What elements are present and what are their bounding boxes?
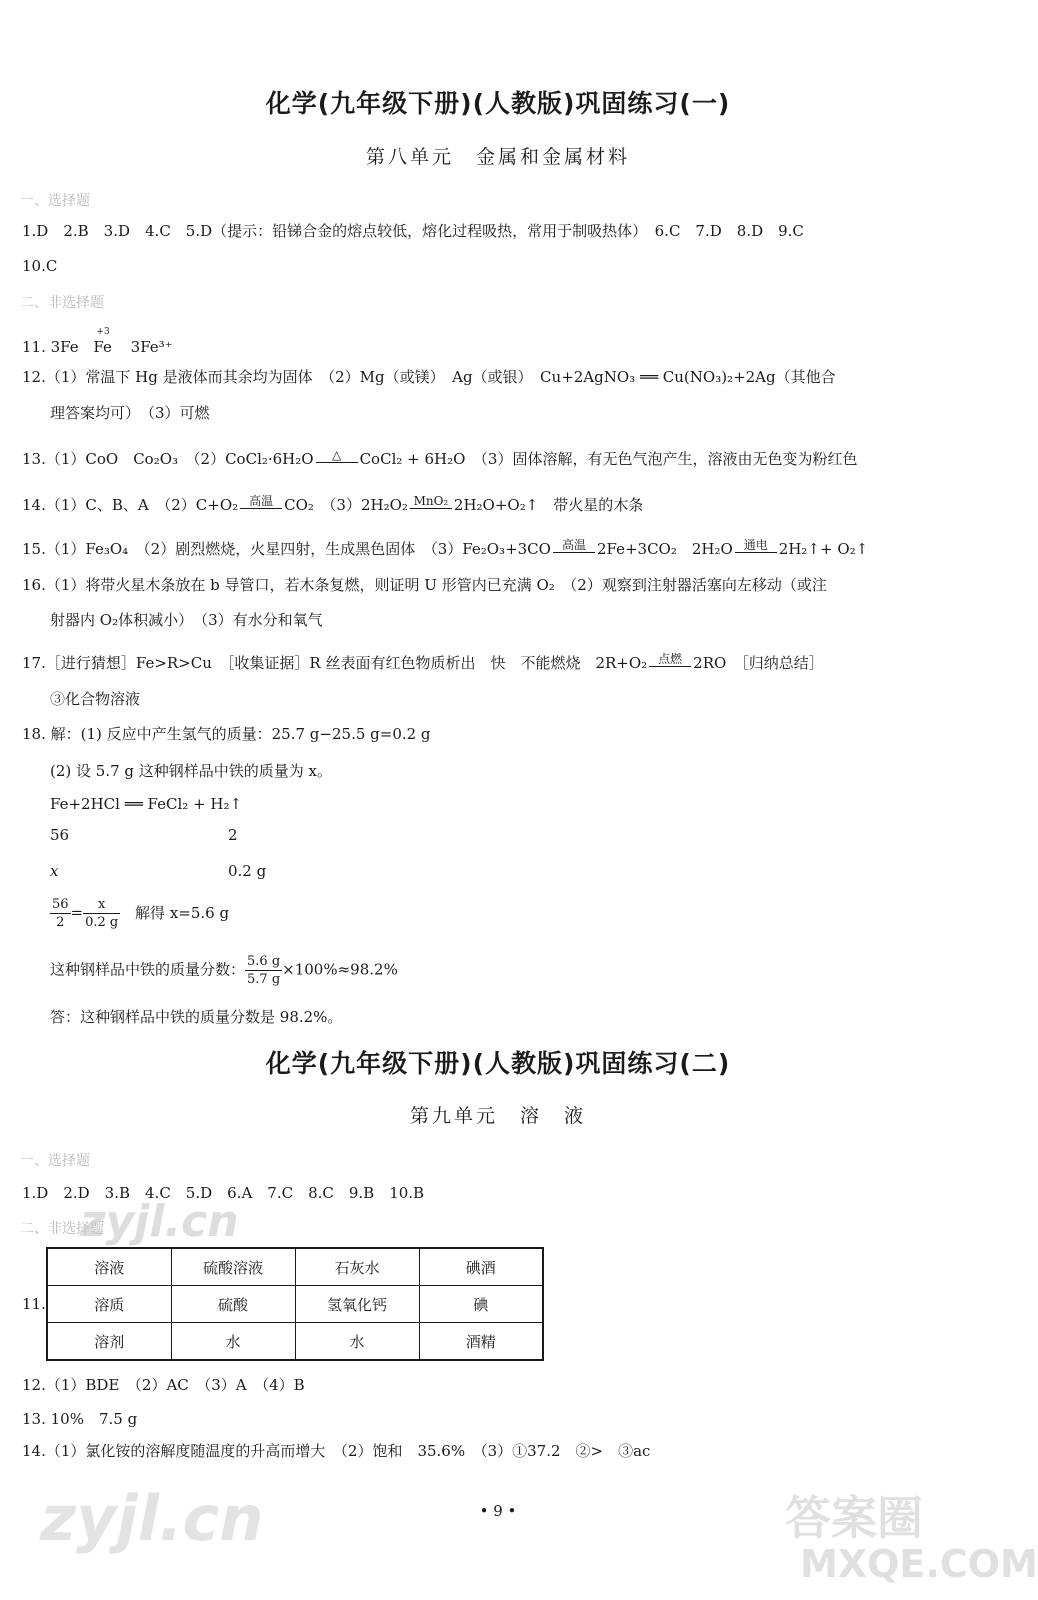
watermark-zyjl-top: zyjl.cn — [80, 1196, 239, 1247]
table-cell: 溶液 — [47, 1248, 171, 1286]
choice-answers-1b: 10.C — [22, 257, 58, 275]
fraction-denominator: 5.7 g — [247, 972, 281, 987]
answer-18-percentage-label: 这种钢样品中铁的质量分数： — [50, 960, 246, 979]
reaction-condition — [553, 539, 595, 559]
answer-11-valence-mark: +3 — [96, 327, 110, 337]
watermark-mxqe: MXQE.COM — [800, 1542, 1038, 1586]
answer-18-x: x — [50, 862, 59, 880]
fraction — [245, 953, 282, 988]
answer-15 — [22, 538, 868, 559]
section-choice-1: 一、选择题 — [20, 193, 90, 209]
table-cell: 水 — [171, 1323, 295, 1361]
answer-16b: 射器内 O₂体积减小） （3）有水分和氧气 — [50, 611, 323, 629]
answer-16: 16.（1）将带火星木条放在 b 导管口，若木条复燃，则证明 U 形管内已充满 O₂ （2）观察到注射器活塞向左移动（或注 — [22, 576, 827, 594]
answer-11-label: 11. — [22, 1295, 46, 1313]
choice-answers-1: 1.D 2.B 3.D 4.C 5.D（提示：铅锑合金的熔点较低，熔化过程吸热，常用于制吸热体） 6.C 7.D 8.D 9.C — [22, 222, 804, 240]
table-row — [47, 1286, 543, 1323]
answer-14-part-c: 2H₂O+O₂↑ 带火星的木条 — [453, 496, 644, 514]
reaction-condition — [316, 449, 358, 469]
section-choice-2: 一、选择题 — [20, 1153, 90, 1169]
table-cell: 石灰水 — [295, 1248, 419, 1286]
fraction-numerator: x — [83, 896, 120, 914]
table-cell: 氢氧化钙 — [295, 1286, 419, 1323]
page-title-1: 化学(九年级下册)(人教版)巩固练习(一) — [265, 89, 731, 118]
table-cell: 碘 — [419, 1286, 543, 1323]
table-row — [47, 1248, 543, 1286]
answer-12: 12.（1）常温下 Hg 是液体而其余均为固体 （2）Mg（或镁） Ag（或银） Cu+2AgNO₃ ══ Cu(NO₃)₂+2Ag（其他合 — [22, 368, 836, 386]
reaction-condition — [649, 653, 691, 673]
answer-11-atoms: 11. 3Fe — [22, 338, 79, 356]
table-cell: 硫酸 — [171, 1286, 295, 1323]
answer-17b: ③化合物溶液 — [50, 690, 141, 708]
condition-text: MnO₂ — [413, 494, 449, 508]
reaction-condition — [410, 495, 452, 515]
answer-18-step1: 18. 解：(1) 反应中产生氢气的质量：25.7 g−25.5 g=0.2 g — [22, 725, 431, 743]
answer-13-part-b: CoCl₂ + 6H₂O （3）固体溶解，有无色气泡产生，溶液由无色变为粉红色 — [359, 450, 858, 468]
answer-14-2: 14.（1）氯化铵的溶解度随温度的升高而增大 （2）饱和 35.6% （3）①37.2 ②> ③ac — [22, 1442, 651, 1460]
condition-text: 点燃 — [658, 652, 683, 666]
fraction-denominator: 2 — [56, 915, 65, 930]
answer-13 — [22, 448, 857, 469]
answer-17-part-b: 2RO ［归纳总结］ — [693, 654, 824, 672]
answer-14 — [22, 494, 643, 515]
fraction — [83, 896, 120, 931]
answer-18-fe-mass: 56 — [50, 826, 70, 844]
answer-18-equation: Fe+2HCl ══ FeCl₂ + H₂↑ — [50, 795, 243, 813]
unit-title-1: 第八单元 金属和金属材料 — [365, 146, 630, 168]
solution-table — [46, 1247, 544, 1361]
page-number: • 9 • — [479, 1502, 517, 1520]
answer-14-part-a: 14.（1）C、B、A （2）C+O₂ — [22, 496, 239, 514]
answer-11-valence — [93, 327, 112, 356]
table-cell: 碘酒 — [419, 1248, 543, 1286]
answer-17-part-a: 17.［进行猜想］Fe>R>Cu ［收集证据］R 丝表面有红色物质析出 快 不能燃烧 2R+O₂ — [22, 654, 648, 672]
answer-18-percentage-result: ×100%≈98.2% — [282, 960, 398, 979]
answer-18-percentage — [50, 953, 398, 988]
section-nonchoice-2: 二、非选择题 — [20, 1221, 104, 1237]
answer-18-h2-mass: 2 — [228, 826, 238, 844]
answer-12b: 理答案均可） （3）可燃 — [50, 404, 210, 422]
answer-18-h2-value: 0.2 g — [228, 862, 267, 880]
table-cell: 溶剂 — [47, 1323, 171, 1361]
table-cell: 硫酸溶液 — [171, 1248, 295, 1286]
table-cell: 溶质 — [47, 1286, 171, 1323]
answer-14-part-b: CO₂ （3）2H₂O₂ — [284, 496, 408, 514]
page-title-2: 化学(九年级下册)(人教版)巩固练习(二) — [265, 1049, 731, 1078]
answer-13-part-a: 13.（1）CoO Co₂O₃ （2）CoCl₂·6H₂O — [22, 450, 314, 468]
answer-15-part-c: 2H₂↑+ O₂↑ — [778, 540, 869, 558]
answer-13-2: 13. 10% 7.5 g — [22, 1410, 138, 1428]
answer-11-ion: 3Fe³⁺ — [130, 338, 173, 356]
condition-text: 通电 — [743, 538, 768, 552]
answer-18-solve: 解得 x=5.6 g — [135, 903, 230, 922]
reaction-condition — [240, 495, 282, 515]
section-nonchoice-1: 二、非选择题 — [20, 295, 104, 311]
table-row — [47, 1323, 543, 1361]
fraction-numerator: 56 — [52, 897, 69, 912]
answer-11 — [22, 327, 173, 356]
condition-text: 高温 — [561, 538, 586, 552]
choice-answers-2: 1.D 2.D 3.B 4.C 5.D 6.A 7.C 8.C 9.B 10.B — [22, 1184, 425, 1202]
condition-text: △ — [331, 448, 342, 462]
fraction-denominator: 0.2 g — [85, 915, 119, 930]
table-cell: 水 — [295, 1323, 419, 1361]
watermark-daan: 答案圈 — [785, 1491, 923, 1545]
answer-18-conclusion: 答：这种钢样品中铁的质量分数是 98.2%。 — [50, 1008, 343, 1026]
answer-15-part-b: 2Fe+3CO₂ 2H₂O — [596, 540, 733, 558]
reaction-condition — [735, 539, 777, 559]
condition-text: 高温 — [249, 494, 274, 508]
unit-title-2: 第九单元 溶 液 — [409, 1105, 586, 1127]
fraction — [50, 896, 71, 931]
answer-12-2: 12.（1）BDE （2）AC （3）A （4）B — [22, 1376, 305, 1394]
fraction-numerator: 5.6 g — [247, 954, 281, 969]
answer-17 — [22, 652, 824, 673]
answer-15-part-a: 15.（1）Fe₃O₄ （2）剧烈燃烧，火星四射，生成黑色固体 （3）Fe₂O₃+3CO — [22, 540, 551, 558]
answer-11-fe: Fe — [93, 338, 112, 356]
watermark-zyjl-bottom: zyjl.cn — [40, 1482, 264, 1555]
answer-18-step2: (2) 设 5.7 g 这种钢样品中铁的质量为 x。 — [50, 762, 333, 780]
table-cell: 酒精 — [419, 1323, 543, 1361]
answer-18-proportion: $\frac{56}{2}$ = $\frac{x}{0.2 g}$ 解得 x=5.6 g — [52, 897, 230, 930]
